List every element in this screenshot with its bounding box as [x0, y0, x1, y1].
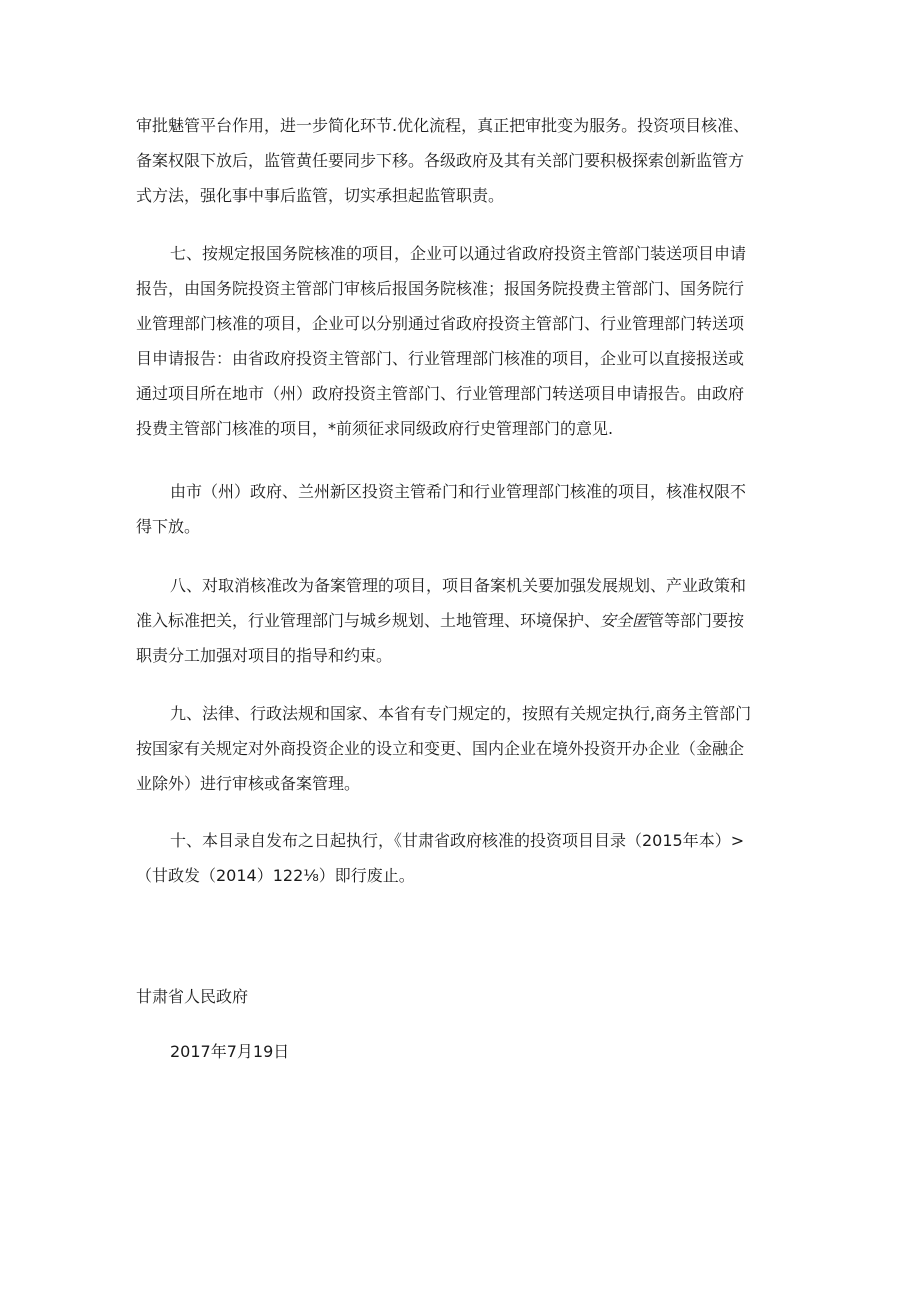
issuer-name: 甘肃省人民政府	[136, 987, 249, 1006]
text-line: 业管理部门核准的项目，企业可以分别通过省政府投资主管部门、行业管理部门转送项	[136, 314, 745, 333]
text-line: 式方法，强化事中事后监管，切实承担起监管职责。	[136, 186, 505, 205]
paragraph-item-ten	[136, 823, 796, 893]
text-line: 备案权限下放后，监管黄任要同步下移。各级政府及其有关部门要积极探索创新监管方	[136, 151, 745, 170]
paragraph-item-nine	[136, 696, 796, 801]
paragraph-continuation	[136, 108, 796, 213]
text-line: 业除外）进行审核或备案管理。	[136, 774, 361, 793]
text-segment: 管等部门要按	[648, 611, 745, 630]
paragraph-item-eight	[136, 568, 796, 673]
text-line: 审批魅管平台作用，进一步简化环节.优化流程，真正把审批变为服务。投资项目核准、	[136, 116, 750, 135]
paragraph-item-seven	[136, 236, 796, 446]
text-line: 得下放。	[136, 517, 201, 536]
text-line: 十、本目录自发布之日起执行，《甘肃省政府核准的投资项目目录（2015年本）>	[170, 831, 745, 850]
text-line: 目申请报告：由省政府投资主管部门、行业管理部门核准的项目，企业可以直接报送或	[136, 349, 745, 368]
text-line: （甘政发（2014）122⅛）即行废止。	[136, 866, 415, 885]
text-line: 投费主管部门核准的项目，*前须征求同级政府行史管理部门的意见.	[136, 419, 614, 438]
issue-date: 2017年7月19日	[170, 1042, 290, 1061]
text-line: 八、对取消核准改为备案管理的项目，项目备案机关要加强发展规划、产业政策和	[170, 576, 747, 595]
text-line: 通过项目所在地市（州）政府投资主管部门、行业管理部门转送项目申请报告。由政府	[136, 384, 745, 403]
text-line: 按国家有关规定对外商投资企业的设立和变更、国内企业在境外投资开办企业（金融企	[136, 739, 745, 758]
paragraph-city-approval	[136, 474, 796, 544]
text-line: 职责分工加强对项目的指导和约束。	[136, 646, 393, 665]
italic-text-segment: 安全匿	[600, 611, 649, 630]
text-line: 由市（州）政府、兰州新区投资主管希门和行业管理部门核准的项目，核准权限不	[170, 482, 747, 501]
text-line: 七、按规定报国务院核准的项目，企业可以通过省政府投资主管部门装送项目申请	[170, 244, 747, 263]
text-line: 九、法律、行政法规和国家、本省有专门规定的，按照有关规定执行,商务主管部门	[170, 704, 752, 723]
text-line: 报告，由国务院投资主管部门审核后报国务院核准；报国务院投费主管部门、国务院行	[136, 279, 745, 298]
text-segment: 准入标准把关，行业管理部门与城乡规划、土地管理、环境保护、	[136, 611, 601, 630]
text-line	[136, 603, 796, 638]
